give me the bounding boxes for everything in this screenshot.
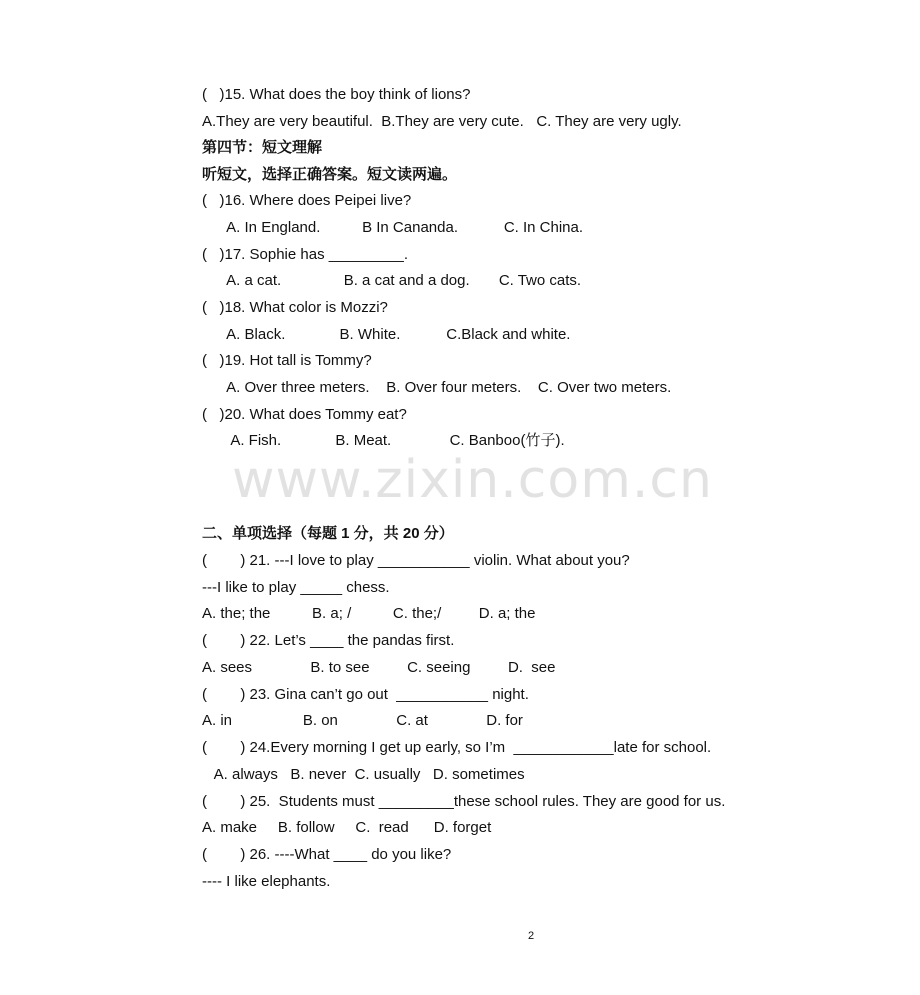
question-25: ( ) 25. Students must _________these school rules. They are good for us. (202, 793, 726, 810)
question-21-options: A. the; the B. a; / C. the;/ D. a; the (202, 605, 536, 622)
question-23: ( ) 23. Gina can’t go out ___________ night. (202, 686, 529, 703)
question-26-reply: ---- I like elephants. (202, 873, 331, 890)
question-16-options: A. In England. B In Cananda. C. In China. (202, 219, 584, 236)
section-4-instructions: 听短文，选择正确答案。短文读两遍。 (202, 166, 458, 183)
question-16: ( )16. Where does Peipei live? (202, 192, 412, 209)
question-25-options: A. make B. follow C. read D. forget (202, 819, 492, 836)
section-4-heading: 第四节：短文理解 (202, 139, 323, 156)
question-24: ( ) 24.Every morning I get up early, so I’m ____________late for school. (202, 739, 712, 756)
question-17-options: A. a cat. B. a cat and a dog. C. Two cats. (202, 272, 582, 289)
page-number: 2 (528, 930, 535, 942)
question-20: ( )20. What does Tommy eat? (202, 406, 407, 423)
question-18-options: A. Black. B. White. C.Black and white. (202, 326, 571, 343)
question-22-options: A. sees B. to see C. seeing D. see (202, 659, 556, 676)
question-21: ( ) 21. ---I love to play ___________ violin. What about you? (202, 552, 630, 569)
question-15-options: A.They are very beautiful. B.They are very cute. C. They are very ugly. (202, 113, 682, 130)
question-15: ( )15. What does the boy think of lions? (202, 86, 471, 103)
watermark: www.zixin.com.cn (232, 450, 713, 510)
question-26: ( ) 26. ----What ____ do you like? (202, 846, 452, 863)
question-24-options: A. always B. never C. usually D. sometimes (202, 766, 525, 783)
question-20-options: A. Fish. B. Meat. C. Banboo(竹子). (202, 432, 565, 449)
question-19-options: A. Over three meters. B. Over four meters. C. Over two meters. (202, 379, 672, 396)
question-18: ( )18. What color is Mozzi? (202, 299, 388, 316)
section-2-heading: 二、单项选择（每题 1 分，共 20 分） (202, 525, 454, 542)
question-22: ( ) 22. Let’s ____ the pandas first. (202, 632, 455, 649)
question-19: ( )19. Hot tall is Tommy? (202, 352, 372, 369)
question-17: ( )17. Sophie has _________. (202, 246, 408, 263)
question-23-options: A. in B. on C. at D. for (202, 712, 523, 729)
question-21-reply: ---I like to play _____ chess. (202, 579, 390, 596)
